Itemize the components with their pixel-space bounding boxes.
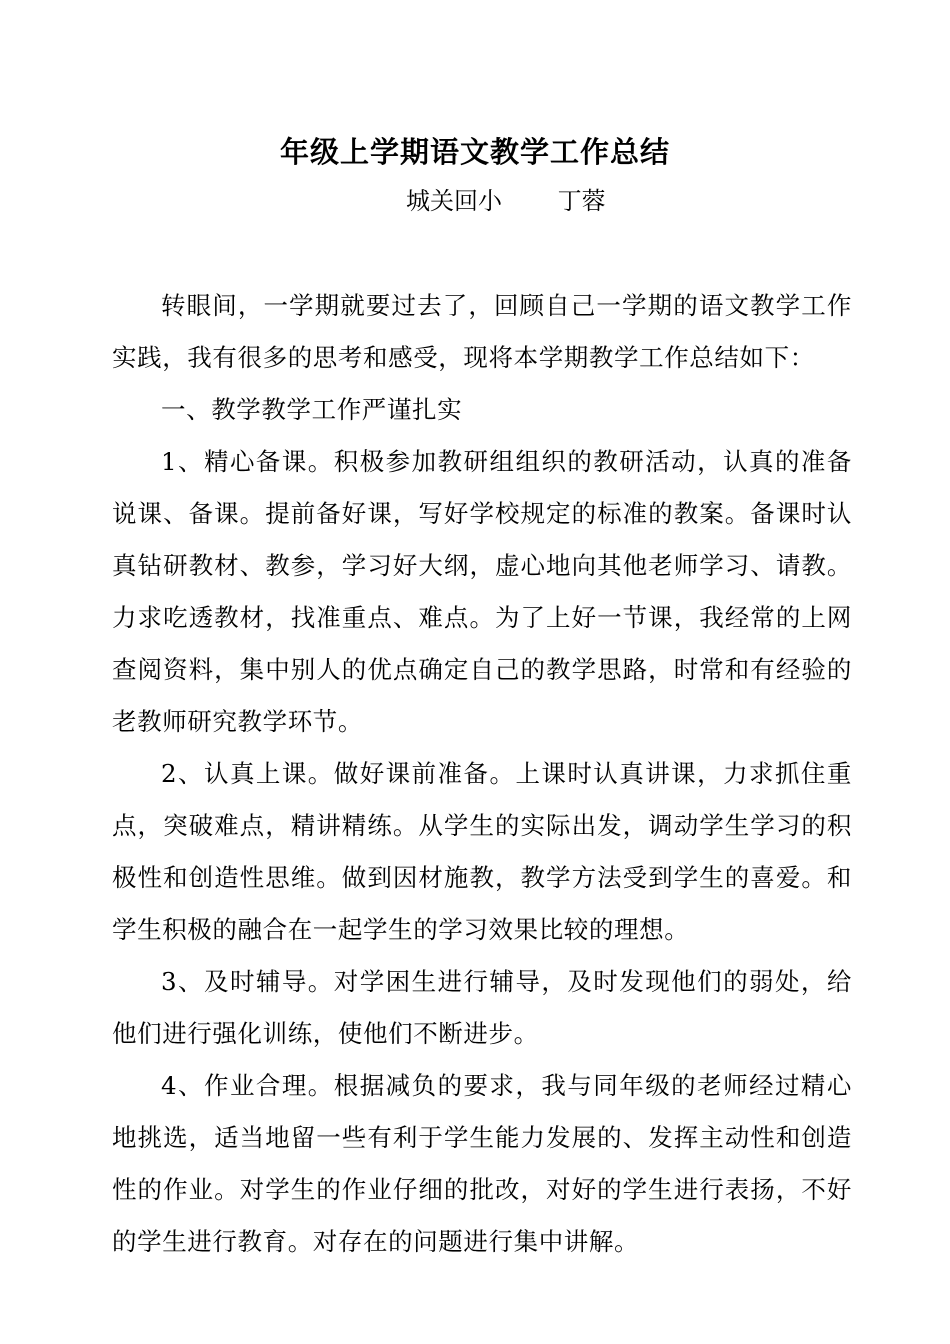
section-heading: 一、教学教学工作严谨扎实 — [161, 395, 463, 424]
paragraph-lesson-prep: 1、精心备课。积极参加教研组组织的教研活动，认真的准备说课、备课。提前备好课，写好学校规定的标准的教案。备课时认真钻研教材、教参，学习好大纲，虚心地向其他老师学习、请教。力求吃透教材，找准重点、难点。为了上好一节课，我经常的上网查阅资料，集中别人的优点确定自己的教学思路，时常和有经验的老教师研究教学环节。 — [112, 447, 852, 736]
document-title: 年级上学期语文教学工作总结 — [279, 135, 670, 169]
paragraph-homework: 4、作业合理。根据减负的要求，我与同年级的老师经过精心地挑选，适当地留一些有利于学生能力发展的、发挥主动性和创造性的作业。对学生的作业仔细的批改，对好的学生进行表扬，不好的学生进行教育。对存在的问题进行集中讲解。 — [112, 1071, 852, 1256]
paragraph-tutoring: 3、及时辅导。对学困生进行辅导，及时发现他们的弱处，给他们进行强化训练，使他们不断进步。 — [112, 967, 852, 1048]
author-byline: 城关回小 丁蓉 — [406, 187, 606, 215]
paragraph-teaching: 2、认真上课。做好课前准备。上课时认真讲课，力求抓住重点，突破难点，精讲精练。从学生的实际出发，调动学生学习的积极性和创造性思维。做到因材施教，教学方法受到学生的喜爱。和学生积极的融合在一起学生的学习效果比较的理想。 — [112, 759, 852, 944]
document-body — [112, 280, 852, 1268]
intro-paragraph: 转眼间，一学期就要过去了，回顾自己一学期的语文教学工作实践，我有很多的思考和感受，现将本学期教学工作总结如下： — [112, 291, 852, 372]
